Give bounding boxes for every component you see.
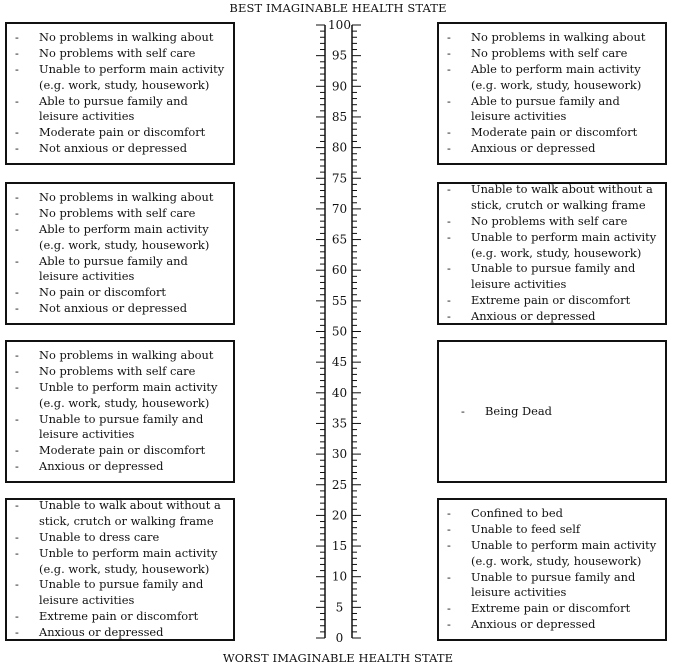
left-health-state-box — [5, 22, 235, 165]
health-state-item: - Unable to walk about without a stick, crutch or walking frame — [13, 498, 229, 530]
health-state-item: - No problems in walking about — [445, 30, 661, 46]
left-health-state-box — [5, 340, 235, 483]
health-state-list — [13, 498, 229, 640]
health-state-item: - Anxious or depressed — [445, 309, 661, 325]
scale-tick-label: 65 — [331, 232, 348, 247]
health-state-list — [445, 506, 661, 632]
health-state-item: - No problems in walking about — [13, 30, 229, 46]
scale-tick-label: 30 — [331, 447, 348, 462]
health-state-item: - Unable to dress care — [13, 530, 229, 546]
health-state-item: - Unable to perform main activity (e.g. work, study, housework) — [445, 230, 661, 262]
health-state-item: - Moderate pain or discomfort — [13, 125, 229, 141]
right-health-state-box — [437, 22, 667, 165]
best-health-label: BEST IMAGINABLE HEALTH STATE — [229, 1, 447, 15]
scale-tick-label: 50 — [331, 324, 348, 339]
health-state-item: - Unable to pursue family and leisure activities — [445, 261, 661, 293]
health-state-list — [13, 190, 229, 316]
health-state-item: - Unble to perform main activity (e.g. work, study, housework) — [13, 546, 229, 578]
scale-tick-label: 90 — [331, 79, 348, 94]
scale-tick-label: 5 — [335, 600, 344, 615]
health-state-item: - Able to pursue family and leisure activities — [13, 254, 229, 286]
health-state-item: - Confined to bed — [445, 506, 661, 522]
health-state-list — [445, 182, 661, 324]
health-state-item: - Unable to pursue family and leisure activities — [13, 577, 229, 609]
health-state-item: - Moderate pain or discomfort — [13, 443, 229, 459]
health-state-item: - No pain or discomfort — [13, 285, 229, 301]
health-state-item: - No problems with self care — [445, 214, 661, 230]
health-state-item: - Able to perform main activity (e.g. work, study, housework) — [445, 62, 661, 94]
health-state-list — [13, 348, 229, 474]
health-state-list — [459, 404, 661, 420]
health-state-list — [445, 30, 661, 156]
health-state-item: - Not anxious or depressed — [13, 141, 229, 157]
health-state-item: - Extreme pain or discomfort — [445, 601, 661, 617]
health-state-item: - Able to pursue family and leisure activities — [445, 94, 661, 126]
health-state-item: - Able to pursue family and leisure activities — [13, 94, 229, 126]
health-state-item: - Unble to perform main activity (e.g. work, study, housework) — [13, 380, 229, 412]
health-state-item: - Anxious or depressed — [13, 625, 229, 641]
scale-tick-label: 10 — [331, 569, 348, 584]
health-state-item: - No problems with self care — [13, 46, 229, 62]
scale-tick-label: 20 — [331, 508, 348, 523]
scale-tick-label: 15 — [331, 539, 348, 554]
health-state-item: - No problems with self care — [13, 364, 229, 380]
scale-tick-label: 35 — [331, 416, 348, 431]
right-health-state-box — [437, 498, 667, 641]
health-state-item: - Moderate pain or discomfort — [445, 125, 661, 141]
health-state-item: - No problems in walking about — [13, 348, 229, 364]
health-state-item: - Being Dead — [459, 404, 661, 420]
scale-tick-label: 40 — [331, 385, 348, 400]
right-health-state-box — [437, 340, 667, 483]
left-health-state-box — [5, 498, 235, 641]
health-state-item: - Unable to walk about without a stick, crutch or walking frame — [445, 182, 661, 214]
health-state-item: - Extreme pain or discomfort — [445, 293, 661, 309]
left-health-state-box — [5, 182, 235, 325]
health-state-item: - Anxious or depressed — [445, 617, 661, 633]
scale-tick-label: 60 — [331, 263, 348, 278]
scale-tick-label: 0 — [335, 631, 344, 645]
health-state-list — [13, 30, 229, 156]
health-state-item: - Unable to feed self — [445, 522, 661, 538]
health-state-item: - Unable to pursue family and leisure activities — [445, 570, 661, 602]
health-state-item: - Able to perform main activity (e.g. work, study, housework) — [13, 222, 229, 254]
scale-tick-label: 100 — [328, 18, 351, 32]
health-state-item: - Anxious or depressed — [13, 459, 229, 475]
scale-tick-label: 25 — [331, 477, 348, 492]
health-state-item: - Not anxious or depressed — [13, 301, 229, 317]
health-state-item: - Unable to perform main activity (e.g. work, study, housework) — [13, 62, 229, 94]
scale-tick-label: 95 — [331, 48, 348, 63]
scale-tick-label: 80 — [331, 140, 348, 155]
health-state-item: - Anxious or depressed — [445, 141, 661, 157]
scale-tick-label: 85 — [331, 109, 348, 124]
health-state-item: - No problems with self care — [13, 206, 229, 222]
health-state-item: - Unable to pursue family and leisure activities — [13, 412, 229, 444]
scale-tick-label: 70 — [331, 201, 348, 216]
health-state-item: - No problems in walking about — [13, 190, 229, 206]
scale-tick-label: 45 — [331, 355, 348, 370]
health-state-item: - Unable to perform main activity (e.g. work, study, housework) — [445, 538, 661, 570]
health-state-item: - Extreme pain or discomfort — [13, 609, 229, 625]
right-health-state-box — [437, 182, 667, 325]
scale-tick-label: 75 — [331, 171, 348, 186]
health-state-item: - No problems with self care — [445, 46, 661, 62]
scale-tick-label: 55 — [331, 293, 348, 308]
worst-health-label: WORST IMAGINABLE HEALTH STATE — [222, 651, 454, 665]
